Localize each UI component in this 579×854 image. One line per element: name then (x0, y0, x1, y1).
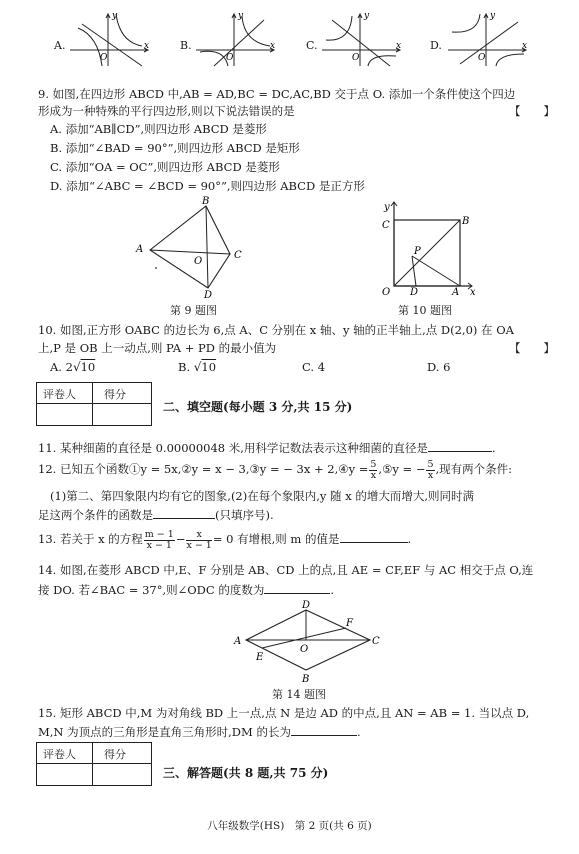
q9-option-c: C. 添加“OA = OC”,则四边形 ABCD 是菱形 (50, 160, 280, 174)
fig10-y: y (384, 202, 390, 213)
q9-answer-bracket: 【 】 (509, 104, 555, 118)
q9-figure-caption: 第 9 题图 (170, 304, 217, 317)
q14-line1: 14. 如图,在菱形 ABCD 中,E、F 分别是 AB、CD 上的点,且 AE = CF,EF 与 AC 相交于点 O,连 (38, 563, 534, 577)
q8a-o-label: O (100, 53, 108, 63)
fig9-c: C (234, 250, 242, 261)
q10-figure-caption: 第 10 题图 (398, 304, 452, 317)
q8-graph-b (194, 10, 276, 68)
fig9-o: O (194, 256, 203, 267)
fig10-b: B (462, 216, 470, 227)
score-box-2-grader: 评卷人 (43, 388, 76, 401)
q8a-x-label: x (144, 41, 150, 51)
score-box-3 (36, 742, 152, 786)
q8b-o-label: O (226, 53, 234, 63)
q10-option-c: C. 4 (302, 360, 326, 374)
q8b-x-label: x (270, 41, 276, 51)
q15-line1: 15. 矩形 ABCD 中,M 为对角线 BD 上一点,点 N 是边 AD 的中点,且 AN = AB = 1. 当以点 D, (38, 706, 530, 720)
fig9-d: D (204, 290, 213, 301)
q8d-x-label: x (522, 41, 528, 51)
q8a-y-label: y (112, 11, 118, 21)
q9-option-b: B. 添加“∠BAD = 90°”,则四边形 ABCD 是矩形 (50, 141, 300, 155)
q10-option-d: D. 6 (427, 360, 451, 374)
q14-figure-caption: 第 14 题图 (272, 688, 326, 701)
fig14-o: O (300, 644, 309, 655)
q13-text: 13. 若关于 x 的方程 $\frac{m - 1}{x - 1}$ − $\frac{x}{x - 1}$ = 0 有增根,则 m 的值是 . (38, 528, 412, 551)
score-box-2 (36, 382, 152, 426)
q9-option-d: D. 添加“∠ABC = ∠BCD = 90°”,则四边形 ABCD 是正方形 (50, 179, 365, 193)
fig10-x: x (470, 287, 476, 298)
q10-figure (376, 198, 476, 296)
q10-option-a: A. 2√10 (50, 360, 96, 374)
q12-line3: 足这两个条件的函数是 (只填序号). (38, 508, 274, 522)
q8c-y-label: y (364, 11, 370, 21)
q8c-o-label: O (352, 53, 360, 63)
q8-option-a-label: A. (54, 39, 66, 52)
q8-graph-d (446, 10, 528, 68)
fig10-d: D (410, 287, 419, 298)
q10-answer-bracket: 【 】 (509, 341, 555, 355)
fig14-c: C (372, 636, 380, 647)
fig10-o: O (382, 287, 391, 298)
q8d-o-label: O (478, 53, 486, 63)
q14-line2: 接 DO. 若∠BAC = 37°,则∠ODC 的度数为 . (38, 583, 335, 597)
q10-stem-line2: 上,P 是 OB 上一动点,则 PA + PD 的最小值为 (38, 341, 277, 355)
fig14-e: E (256, 652, 264, 663)
fig10-c: C (382, 220, 390, 231)
q8-graph-a (68, 10, 150, 68)
q8-option-d-label: D. (430, 39, 442, 52)
q15-line2: M,N 为顶点的三角形是直角三角形时,DM 的长为 . (38, 725, 361, 739)
q9-option-a: A. 添加“AB∥CD”,则四边形 ABCD 是菱形 (50, 122, 267, 136)
q12-line1: 12. 已知五个函数①y = 5x,②y = x − 3,③y = − 3x + 2,④y = $\frac{5}{x}$ ,⑤y = − $\frac{5}{x}$ ,现有两个条件: (38, 458, 513, 481)
q8-option-c-label: C. (306, 39, 318, 52)
fig9-b: B (202, 196, 210, 207)
q9-figure (126, 196, 256, 300)
section-2-title: 二、填空题(每小题 3 分,共 15 分) (163, 400, 353, 414)
fig10-a: A (452, 287, 460, 298)
q8-graph-c (320, 10, 402, 68)
q12-line2: (1)第二、第四象限内均有它的图象,(2)在每个象限内,y 随 x 的增大而增大,则同时满 (50, 489, 474, 503)
q8d-y-label: y (490, 11, 496, 21)
fig9-a: A (136, 244, 144, 255)
score-box-3-grader: 评卷人 (43, 748, 76, 761)
q8c-x-label: x (396, 41, 402, 51)
fig10-p: P (414, 246, 421, 257)
q11-text: 11. 某种细菌的直径是 0.00000048 米,用科学记数法表示这种细菌的直径是 . (38, 441, 496, 455)
q8-option-b-label: B. (180, 39, 192, 52)
q10-option-b: B. √10 (178, 360, 217, 374)
score-box-3-score: 得分 (104, 748, 126, 761)
page-footer: 八年级数学(HS) 第 2 页(共 6 页) (207, 820, 372, 832)
fig14-d: D (302, 600, 311, 611)
q14-figure (230, 600, 382, 684)
q9-stem-line2: 形成为一种特殊的平行四边形,则以下说法错误的是 (38, 104, 295, 118)
q10-stem-line1: 10. 如图,正方形 OABC 的边长为 6,点 A、C 分别在 x 轴、y 轴的正半轴上,点 D(2,0) 在 OA (38, 323, 514, 337)
fig14-f: F (346, 618, 353, 629)
fig14-b: B (302, 674, 310, 685)
score-box-2-score: 得分 (104, 388, 126, 401)
fig14-a: A (234, 636, 242, 647)
section-3-title: 三、解答题(共 8 题,共 75 分) (163, 766, 329, 780)
q8b-y-label: y (238, 11, 244, 21)
q9-stem-line1: 9. 如图,在四边形 ABCD 中,AB = AD,BC = DC,AC,BD 交于点 O. 添加一个条件使这个四边 (38, 87, 516, 101)
